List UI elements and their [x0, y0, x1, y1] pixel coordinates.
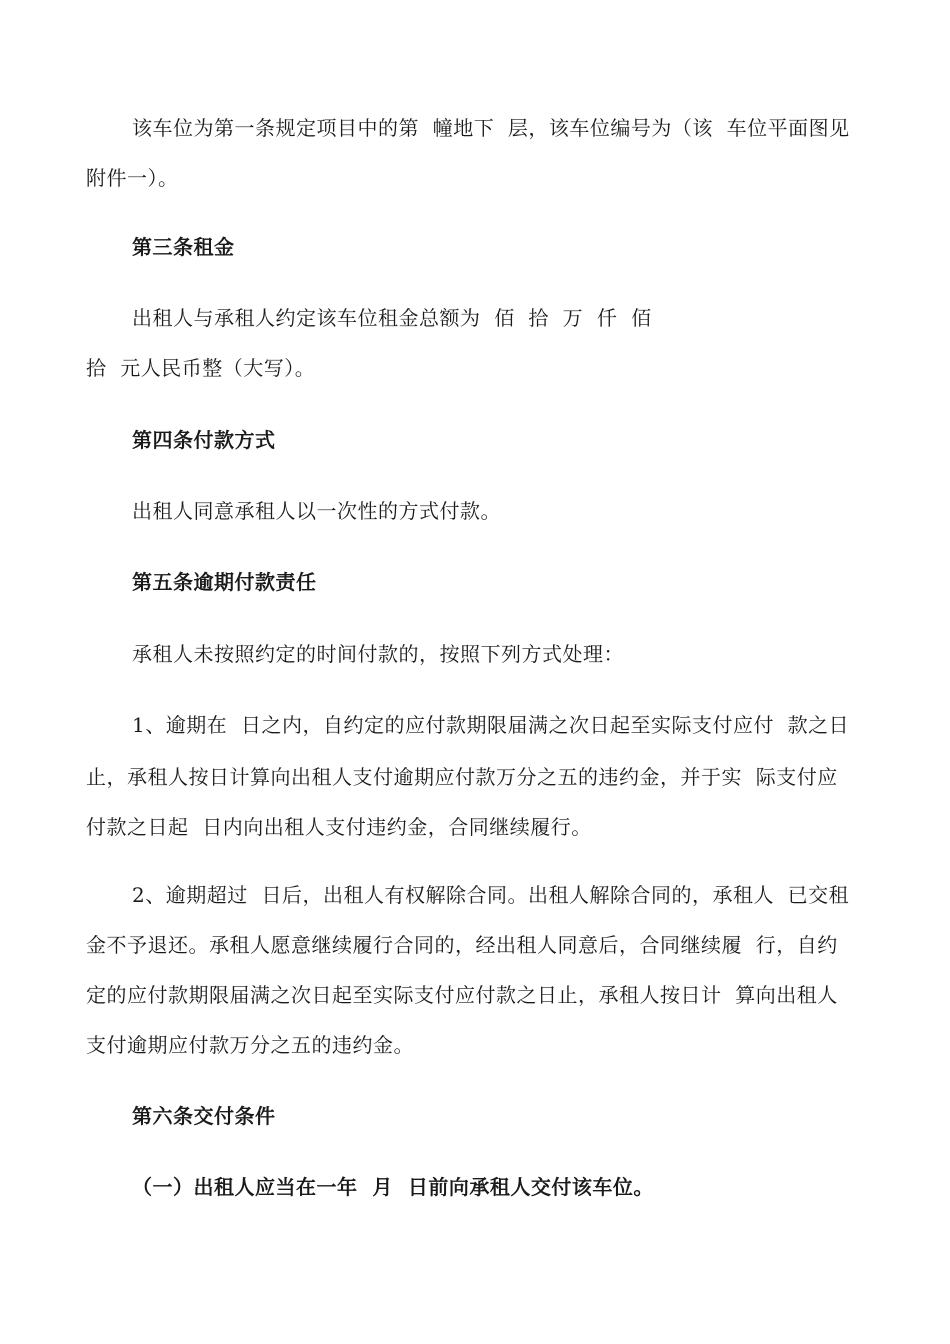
- article5-item2-line2: 金不予退还。承租人愿意继续履行合同的，经出租人同意后，合同继续履 行，自约: [86, 933, 838, 957]
- article5-item1-line2: 止，承租人按日计算向出租人支付逾期应付款万分之五的违约金，并于实 际支付应: [86, 765, 838, 789]
- article4-heading: 第四条付款方式: [132, 428, 276, 452]
- article5-heading: 第五条逾期付款责任: [132, 570, 317, 594]
- article3-line2: 拾 元人民币整（大写）。: [86, 356, 316, 380]
- article6-heading: 第六条交付条件: [132, 1104, 276, 1128]
- article5-item2-line3: 定的应付款期限届满之次日起至实际支付应付款之日止，承租人按日计 算向出租人: [86, 983, 838, 1007]
- article5-item2-line1: 2、逾期超过 日后，出租人有权解除合同。出租人解除合同的，承租人 已交租: [132, 883, 850, 907]
- article5-intro: 承租人未按照约定的时间付款的，按照下列方式处理：: [132, 642, 624, 666]
- article4-line1: 出租人同意承租人以一次性的方式付款。: [132, 499, 501, 523]
- article5-item1-line1: 1、逾期在 日之内，自约定的应付款期限届满之次日起至实际支付应付 款之日: [132, 713, 850, 737]
- article5-item1-line3: 付款之日起 日内向出租人支付违约金，合同继续履行。: [86, 815, 592, 839]
- article6-item1: （一）出租人应当在一年 月 日前向承租人交付该车位。: [132, 1175, 654, 1199]
- para1-line1: 该车位为第一条规定项目中的第 幢地下 层，该车位编号为（该 车位平面图见: [132, 116, 850, 140]
- article5-item2-line4: 支付逾期应付款万分之五的违约金。: [86, 1033, 414, 1057]
- article3-heading: 第三条租金: [132, 235, 235, 259]
- article3-line1: 出租人与承租人约定该车位租金总额为 佰 拾 万 仟 佰: [132, 306, 652, 330]
- para1-line2: 附件一）。: [86, 166, 179, 190]
